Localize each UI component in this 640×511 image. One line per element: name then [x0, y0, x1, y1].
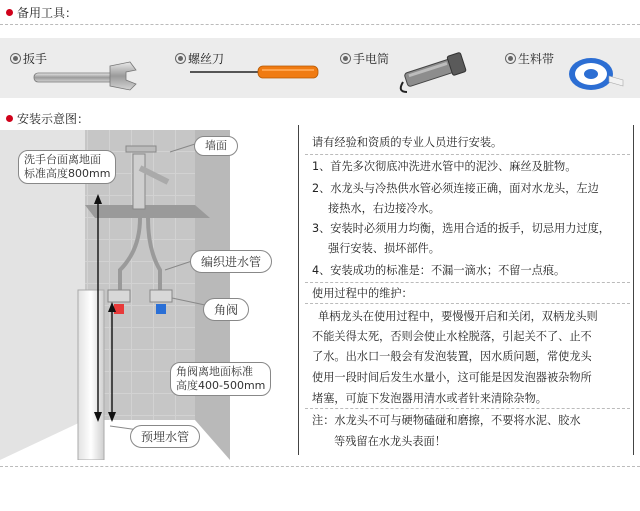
label-valve-height	[170, 362, 271, 396]
ptfe-tape-icon	[565, 50, 625, 92]
instruction-line: 请有经验和资质的专业人员进行安装。	[312, 136, 503, 149]
instruction-line: 2、水龙头与冷热供水管必须连接正确，面对水龙头，左边	[312, 182, 599, 195]
tool-label: 扳手	[23, 52, 48, 66]
divider	[305, 282, 630, 283]
embedded-pipe-text: 预埋水管	[141, 430, 190, 444]
tool-tape	[505, 50, 554, 67]
bullet-icon	[6, 9, 13, 16]
tool-label: 螺丝刀	[188, 52, 225, 66]
install-diagram	[0, 130, 295, 460]
instruction-line: 使用一段时间后发生水量小，这可能是因发泡器被杂物所	[312, 371, 592, 384]
instruction-line: 接热水，右边接冷水。	[328, 202, 440, 215]
valve-height-line1: 角阀离地面标准	[176, 365, 253, 378]
radio-icon	[505, 53, 516, 64]
panel-border-left	[298, 125, 299, 455]
instruction-line: 单柄龙头在使用过程中，要慢慢开启和关闭，双柄龙头则	[318, 310, 598, 323]
instruction-line: 等残留在水龙头表面！	[334, 435, 446, 448]
braided-pipe-text: 编织进水管	[201, 255, 262, 269]
radio-icon	[340, 53, 351, 64]
instruction-line: 了水。出水口一般会有发泡装置，因水质问题，常使龙头	[312, 350, 592, 363]
tool-label: 手电筒	[353, 52, 390, 66]
radio-icon	[10, 53, 21, 64]
angle-valve-text: 角阀	[214, 303, 239, 317]
label-wall	[194, 136, 238, 156]
tool-flashlight	[340, 50, 389, 67]
label-basin-height	[18, 150, 116, 184]
instruction-line: 注：水龙头不可与硬物磕碰和磨擦，不要将水泥、胶水	[312, 414, 581, 427]
label-embedded-pipe	[130, 425, 200, 448]
label-angle-valve	[203, 298, 249, 321]
install-section-title	[6, 110, 89, 127]
instruction-line: 使用过程中的维护：	[312, 287, 413, 300]
radio-icon	[175, 53, 186, 64]
instruction-line: 4、安装成功的标准是：不漏一滴水；不留一点痕。	[312, 264, 566, 277]
wrench-icon	[30, 60, 140, 92]
label-braided-pipe	[190, 250, 272, 273]
divider	[0, 466, 640, 467]
instruction-line: 不能关得太死，否则会使止水栓脱落，引起关不了、止不	[312, 330, 592, 343]
basin-height-line2: 标准高度800mm	[24, 167, 111, 180]
bullet-icon	[6, 115, 13, 122]
instruction-line: 堵塞，可旋下发泡器用清水或者针来清除杂物。	[312, 392, 547, 405]
tools-title-text: 备用工具：	[17, 6, 78, 20]
divider	[305, 408, 630, 409]
valve-height-line2: 高度400-500mm	[176, 379, 266, 392]
install-title-text: 安装示意图：	[17, 112, 90, 126]
divider	[305, 303, 630, 304]
instruction-line: 3、安装时必须用力均衡，选用合适的扳手，切忌用力过度，	[312, 222, 610, 235]
instruction-line: 强行安装、损坏部件。	[328, 242, 440, 255]
tool-label: 生料带	[518, 52, 555, 66]
flashlight-icon	[395, 48, 475, 96]
basin-height-line1: 洗手台面离地面	[24, 153, 101, 166]
instruction-line: 1、首先多次彻底冲洗进水管中的泥沙、麻丝及脏物。	[312, 160, 577, 173]
divider	[305, 154, 630, 155]
panel-border-right	[633, 125, 634, 455]
divider	[0, 24, 640, 25]
tools-section-title	[6, 4, 77, 21]
screwdriver-icon	[190, 64, 330, 80]
label-wall-text: 墙面	[205, 139, 227, 152]
